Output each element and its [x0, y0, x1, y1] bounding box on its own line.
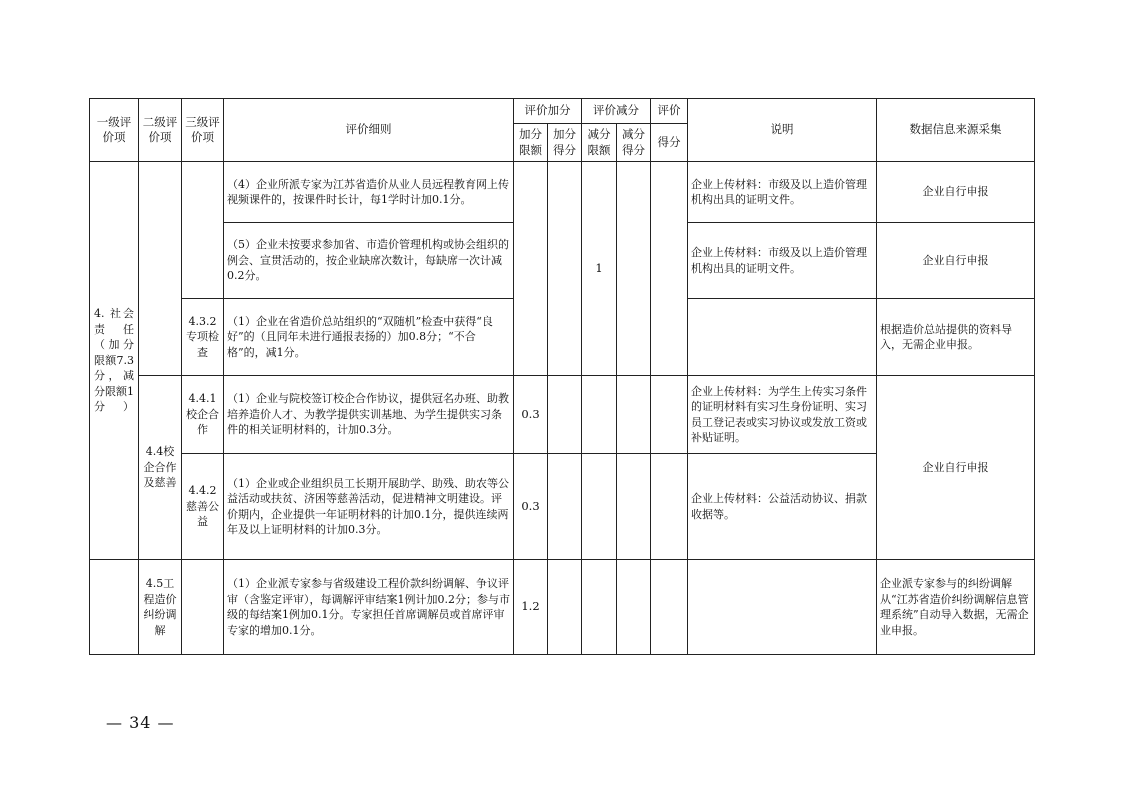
r5-deduct-score: [617, 454, 651, 560]
r3-level3: 4.3.2专项检查: [182, 299, 224, 376]
r1-add-limit: [514, 162, 548, 376]
header-level3: 三级评价项: [182, 99, 224, 162]
r4-deduct-limit: [582, 376, 617, 454]
r1-add-score: [548, 162, 582, 376]
table-row: [90, 560, 1035, 655]
header-description: 说明: [688, 99, 877, 162]
r6-description: [688, 560, 877, 655]
r6-deduct-limit: [582, 560, 617, 655]
header-deduct-limit: 减分限额: [582, 124, 617, 162]
r6-source: 企业派专家参与的纠纷调解从“江苏省造价纠纷调解信息管理系统”自动导入数据，无需企业申报。: [877, 560, 1035, 655]
r6-add-limit: 1.2: [514, 560, 548, 655]
r4-detail: （1）企业与院校签订校企合作协议，提供冠名办班、助教培养造价人才、为教学提供实训基地、为学生提供实习条件的相关证明材料的，计加0.3分。: [224, 376, 514, 454]
deduct-limit-merged: 1: [582, 162, 617, 376]
page-number: — 34 —: [106, 713, 175, 732]
r2-source: 企业自行申报: [877, 223, 1035, 299]
header-add-limit: 加分限额: [514, 124, 548, 162]
table-row: [90, 376, 1035, 454]
r4-description: 企业上传材料：为学生上传实习条件的证明材料有实习生身份证明、实习员工登记表或实习协议或发放工资或补贴证明。: [688, 376, 877, 454]
r5-level3: 4.4.2慈善公益: [182, 454, 224, 560]
r2-detail: （5）企业未按要求参加省、市造价管理机构或协会组织的例会、宣贯活动的，按企业缺席次数计，每缺席一次计减0.2分。: [224, 223, 514, 299]
header-detail: 评价细则: [224, 99, 514, 162]
r5-add-score: [548, 454, 582, 560]
r4-add-limit: 0.3: [514, 376, 548, 454]
evaluation-table: [89, 98, 1035, 655]
header-deduct-group: 评价减分: [582, 99, 651, 124]
r6-detail: （1）企业派专家参与省级建设工程价款纠纷调解、争议评审（含鉴定评审），每调解评审结案1例计加0.2分；参与市级的每结案1例加0.1分。专家担任首席调解员或首席评审专家的增加0.1分。: [224, 560, 514, 655]
r5-detail: （1）企业或企业组织员工长期开展助学、助残、助农等公益活动或扶贫、济困等慈善活动，促进精神文明建设。评价期内，企业提供一年证明材料的计加0.1分，提供连续两年及以上证明材料的计加0.3分。: [224, 454, 514, 560]
r2-description: 企业上传材料：市级及以上造价管理机构出具的证明文件。: [688, 223, 877, 299]
r5-add-limit: 0.3: [514, 454, 548, 560]
deduct-score-merged: [617, 162, 651, 376]
coop-source: 企业自行申报: [877, 376, 1035, 560]
r6-level1-blank: [90, 560, 139, 655]
r3-detail: （1）企业在省造价总站组织的“双随机”检查中获得“良好”的（且同年未进行通报表扬的）加0.8分；“不合格”的，减1分。: [224, 299, 514, 376]
r6-deduct-score: [617, 560, 651, 655]
level2-blank-cell: [139, 162, 182, 376]
header-source: 数据信息来源采集: [877, 99, 1035, 162]
header-eval-group: 评价: [651, 99, 688, 124]
r1-source: 企业自行申报: [877, 162, 1035, 223]
r3-source: 根据造价总站提供的资料导入，无需企业申报。: [877, 299, 1035, 376]
r1-description: 企业上传材料：市级及以上造价管理机构出具的证明文件。: [688, 162, 877, 223]
header-level1: 一级评价项: [90, 99, 139, 162]
r5-description: 企业上传材料：公益活动协议、捐款收据等。: [688, 454, 877, 560]
r5-eval-score: [651, 454, 688, 560]
eval-score-merged: [651, 162, 688, 376]
level1-social-responsibility: 4. 社会责任（加分限额7.3分，减分限额1分）: [90, 162, 139, 560]
r6-eval-score: [651, 560, 688, 655]
r4-level3: 4.4.1校企合作: [182, 376, 224, 454]
header-row-1: [90, 99, 1035, 124]
r4-eval-score: [651, 376, 688, 454]
r5-deduct-limit: [582, 454, 617, 560]
header-add-score: 加分得分: [548, 124, 582, 162]
table-row: [90, 162, 1035, 223]
header-add-group: 评价加分: [514, 99, 582, 124]
r4-deduct-score: [617, 376, 651, 454]
r6-add-score: [548, 560, 582, 655]
r4-add-score: [548, 376, 582, 454]
header-deduct-score: 减分得分: [617, 124, 651, 162]
r6-level2: 4.5工程造价纠纷调解: [139, 560, 182, 655]
r1-detail: （4）企业所派专家为江苏省造价从业人员远程教育网上传视频课件的，按课件时长计，每1学时计加0.1分。: [224, 162, 514, 223]
header-score: 得分: [651, 124, 688, 162]
level3-blank-cell: [182, 162, 224, 299]
r6-level3-blank: [182, 560, 224, 655]
level2-coop: 4.4校企合作及慈善: [139, 376, 182, 560]
header-level2: 二级评价项: [139, 99, 182, 162]
r3-description: [688, 299, 877, 376]
